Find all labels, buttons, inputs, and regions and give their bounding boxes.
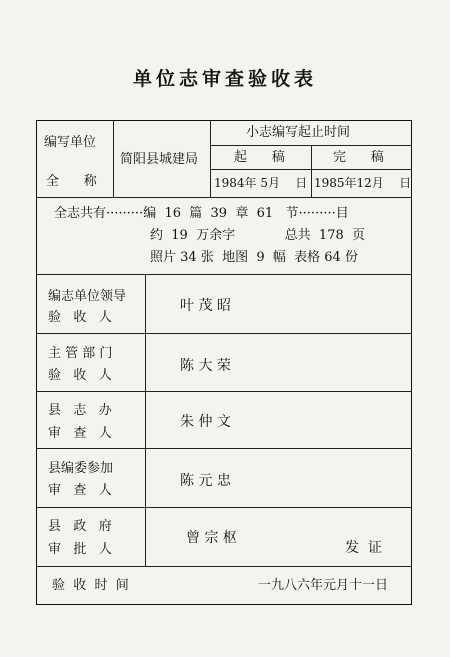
- divider: [36, 448, 412, 449]
- stats-line-3: 照片 34 张 地图 9 幅 表格 64 份: [150, 250, 358, 265]
- reviewer-label: 审 批 人: [48, 542, 112, 557]
- divider: [36, 197, 412, 198]
- unit-label-2: 全 称: [46, 174, 97, 189]
- end-value: 1985年12月 日: [314, 176, 412, 190]
- reviewer-label: 编志单位领导: [48, 289, 127, 304]
- divider: [145, 274, 146, 566]
- reviewer-label: 审 查 人: [48, 483, 112, 498]
- reviewer-name: 曾 宗 枢: [186, 530, 237, 546]
- divider: [113, 120, 114, 197]
- reviewer-label: 验 收 人: [48, 368, 112, 383]
- period-header: 小志编写起止时间: [246, 125, 351, 140]
- divider: [36, 566, 412, 567]
- reviewer-name: 朱 仲 文: [180, 414, 231, 430]
- stats-line-1: 全志共有·········编 16 篇 39 章 61 节·········目: [54, 206, 349, 221]
- form-title: 单位志审查验收表: [132, 68, 317, 90]
- divider: [36, 507, 412, 508]
- reviewer-label: 审 查 人: [48, 426, 112, 441]
- unit-name: 简阳县城建局: [120, 152, 199, 167]
- stats-line-2: 约 19 万余字 总共 178 页: [150, 228, 366, 243]
- reviewer-label: 验 收 人: [48, 310, 112, 325]
- reviewer-label: 县 政 府: [48, 519, 112, 534]
- reviewer-name: 叶 茂 昭: [180, 298, 231, 314]
- divider: [36, 333, 412, 334]
- unit-label: 编写单位: [44, 135, 97, 150]
- reviewer-label: 主 管 部 门: [48, 346, 113, 361]
- reviewer-name: 陈 大 荣: [180, 358, 231, 374]
- acceptance-label: 验 收 时 间: [52, 578, 129, 593]
- divider: [36, 274, 412, 275]
- start-label: 起 稿: [234, 150, 285, 165]
- divider: [210, 120, 211, 197]
- end-label: 完 稿: [333, 150, 384, 165]
- certificate-label: 发 证: [345, 540, 382, 556]
- reviewer-label: 县编委参加: [48, 461, 114, 476]
- start-value: 1984年 5月 日: [214, 176, 308, 190]
- reviewer-label: 县 志 办: [48, 403, 112, 418]
- divider: [311, 145, 312, 197]
- reviewer-name: 陈 元 忠: [180, 473, 231, 489]
- divider: [36, 391, 412, 392]
- acceptance-date: 一九八六年元月十一日: [258, 578, 389, 593]
